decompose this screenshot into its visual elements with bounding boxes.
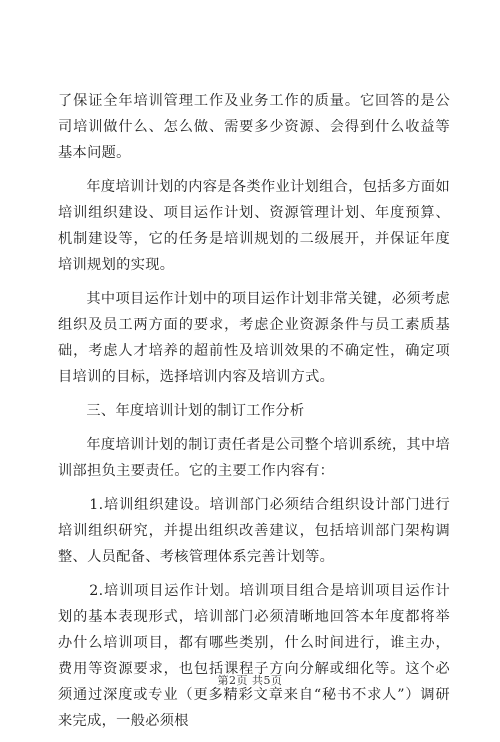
paragraph-annual-plan-content: 年度培训计划的内容是各类作业计划组合，包括多方面如培训组织建设、项目运作计划、资源管理计划、年度预算、机制建设等，它的任务是培训规划的二级展开，并保证年度培训规划的实现。 xyxy=(58,179,450,273)
paragraph-continuation: 了保证全年培训管理工作及业务工作的质量。它回答的是公司培训做什么、怎么做、需要多少资源、会得到什么收益等基本问题。 xyxy=(58,93,450,161)
list-item-organization: 1.培训组织建设。培训部门必须结合组织设计部门进行培训组织研究，并提出组织改善建议，包括培训部门架构调整、人员配备、考核管理体系完善计划等。 xyxy=(58,497,450,565)
list-item-project-plan: 2.培训项目运作计划。培训项目组合是培训项目运作计划的基本表现形式，培训部门必须清晰地回答本年度都将举办什么培训项目，都有哪些类别，什么时间进行，谁主办，费用等资源要求，也包括课程子方向分解或细化等。这个必须通过深度或专业（更多精彩文章来自“秘书不求人”）调研来完成，一般必须根 xyxy=(58,583,450,729)
paragraph-project-operation: 其中项目运作计划中的项目运作计划非常关键，必须考虑组织及员工两方面的要求，考虑企业资源条件与员工素质基础，考虑人才培养的超前性及培训效果的不确定性，确定项目培训的目标，选择培训内容及培训方式。 xyxy=(58,291,450,385)
page-footer: 第2页 共5页 xyxy=(217,674,283,687)
document-body xyxy=(58,88,450,742)
section-heading: 三、年度培训计划的制订工作分析 xyxy=(86,403,305,419)
paragraph-responsibility: 年度培训计划的制订责任者是公司整个培训系统，其中培训部担负主要责任。它的主要工作内容有： xyxy=(58,437,450,479)
